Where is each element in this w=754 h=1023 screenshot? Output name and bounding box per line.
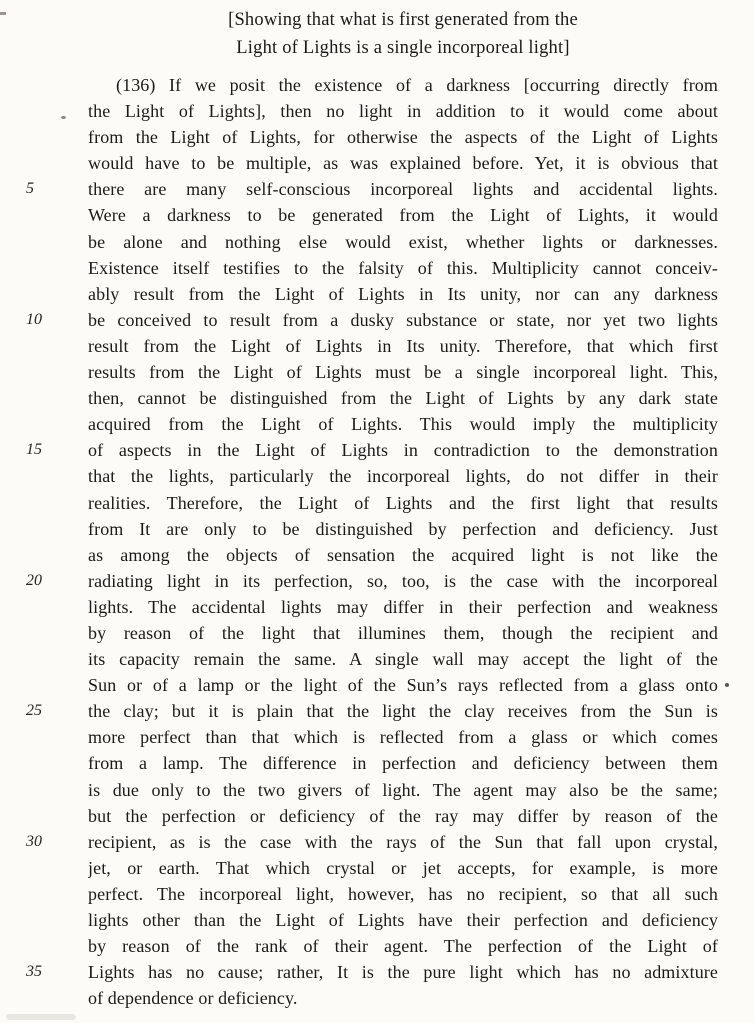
text-line-content: by reason of the rank of their agent. The perfection of the Light of bbox=[88, 936, 718, 957]
line-number: 30 bbox=[26, 832, 42, 850]
text-line bbox=[0, 98, 754, 124]
text-line bbox=[0, 307, 754, 333]
line-number bbox=[0, 803, 88, 829]
line-number: 25 bbox=[26, 702, 42, 720]
text-line bbox=[0, 829, 754, 855]
text-line bbox=[0, 959, 754, 985]
text-line bbox=[0, 490, 754, 516]
line-number bbox=[0, 281, 88, 307]
text-line bbox=[0, 176, 754, 202]
line-number: 5 bbox=[26, 180, 34, 198]
text-line bbox=[0, 907, 754, 933]
text-line bbox=[0, 881, 754, 907]
text-line bbox=[0, 385, 754, 411]
line-number: 15 bbox=[26, 441, 42, 459]
text-line-content: Sun or of a lamp or the light of the Sun’s rays reflected from a glass onto bbox=[88, 675, 718, 696]
text-line-content: from a lamp. The difference in perfection and deficiency between them bbox=[88, 753, 718, 774]
text-line-content: lights. The accidental lights may differ in their perfection and weakness bbox=[88, 596, 718, 617]
text-line bbox=[0, 568, 754, 594]
text-line bbox=[0, 646, 754, 672]
text-line-content: its capacity remain the same. A single wall may accept the light of the bbox=[88, 649, 718, 670]
text-line bbox=[0, 437, 754, 463]
line-number bbox=[0, 646, 88, 672]
line-number bbox=[0, 150, 88, 176]
text-line bbox=[0, 594, 754, 620]
text-line bbox=[0, 516, 754, 542]
text-line bbox=[0, 333, 754, 359]
line-number: 10 bbox=[26, 310, 42, 328]
text-line bbox=[0, 281, 754, 307]
line-number bbox=[0, 542, 88, 568]
text-line-content: acquired from the Light of Lights. This would imply the multiplicity bbox=[88, 414, 718, 435]
line-number bbox=[0, 516, 88, 542]
line-number bbox=[0, 594, 88, 620]
text-line-content: as among the objects of sensation the acquired light is not like the bbox=[88, 544, 718, 565]
text-line bbox=[0, 463, 754, 489]
line-number bbox=[0, 672, 88, 698]
line-number bbox=[0, 881, 88, 907]
text-line bbox=[0, 72, 754, 98]
text-line-content: realities. Therefore, the Light of Lights and the first light that results bbox=[88, 492, 718, 513]
line-number: 20 bbox=[26, 571, 42, 589]
text-line bbox=[0, 724, 754, 750]
text-line-content: ably result from the Light of Lights in Its unity, nor can any darkness bbox=[88, 283, 718, 304]
text-line bbox=[0, 255, 754, 281]
line-number bbox=[0, 933, 88, 959]
line-number bbox=[0, 750, 88, 776]
text-line-content: the clay; but it is plain that the light the clay receives from the Sun is bbox=[88, 701, 718, 722]
text-line-content: perfect. The incorporeal light, however, has no recipient, so that all such bbox=[88, 883, 718, 904]
text-line bbox=[0, 777, 754, 803]
text-line bbox=[0, 672, 754, 698]
text-line bbox=[0, 202, 754, 228]
scan-smudge bbox=[6, 1014, 76, 1020]
scan-speck bbox=[61, 116, 66, 119]
line-number bbox=[0, 385, 88, 411]
text-line-content: be alone and nothing else would exist, whether lights or darknesses. bbox=[88, 231, 718, 252]
line-number bbox=[0, 359, 88, 385]
text-line-content: of aspects in the Light of Lights in contradiction to the demonstration bbox=[88, 440, 718, 461]
text-line-content: of dependence or deficiency. bbox=[88, 988, 298, 1009]
text-line bbox=[0, 933, 754, 959]
text-line-content: would have to be multiple, as was explained before. Yet, it is obvious that bbox=[88, 153, 718, 174]
section-heading-line-2: Light of Lights is a single incorporeal light] bbox=[236, 38, 570, 58]
text-line-content: there are many self-conscious incorporeal lights and accidental lights. bbox=[88, 179, 718, 200]
text-line-content: from It are only to be distinguished by perfection and deficiency. Just bbox=[88, 518, 718, 539]
text-line-content: that the lights, particularly the incorporeal lights, do not differ in their bbox=[88, 466, 718, 487]
line-number bbox=[0, 724, 88, 750]
text-line-content: more perfect than that which is reflected from a glass or which comes bbox=[88, 727, 718, 748]
text-line bbox=[0, 985, 754, 1011]
line-number bbox=[0, 202, 88, 228]
text-line-content: be conceived to result from a dusky substance or state, nor yet two lights bbox=[88, 309, 718, 330]
text-line-content: lights other than the Light of Lights have their perfection and deficiency bbox=[88, 910, 718, 930]
section-heading bbox=[88, 6, 718, 62]
text-line bbox=[0, 229, 754, 255]
text-line-content: Existence itself testifies to the falsity of this. Multiplicity cannot conceiv- bbox=[88, 257, 718, 278]
text-line bbox=[0, 150, 754, 176]
text-line bbox=[0, 855, 754, 881]
text-line bbox=[0, 359, 754, 385]
line-number bbox=[0, 855, 88, 881]
text-line-content: the Light of Lights], then no light in addition to it would come about bbox=[88, 101, 718, 122]
line-number bbox=[0, 255, 88, 281]
text-line bbox=[0, 542, 754, 568]
text-line-content: Lights has no cause; rather, It is the pure light which has no admixture bbox=[88, 962, 718, 983]
text-line-content: results from the Light of Lights must be a single incorporeal light. This, bbox=[88, 362, 718, 383]
line-number: 35 bbox=[26, 963, 42, 981]
text-line-content: from the Light of Lights, for otherwise the aspects of the Light of Lights bbox=[88, 127, 718, 148]
text-line bbox=[0, 803, 754, 829]
text-line-content: (136) If we posit the existence of a darkness [occurring directly from bbox=[116, 75, 718, 95]
text-line bbox=[0, 698, 754, 724]
line-number bbox=[0, 463, 88, 489]
scan-speck bbox=[0, 12, 6, 15]
text-line-content: by reason of the light that illumines them, though the recipient and bbox=[88, 622, 718, 643]
line-number bbox=[0, 620, 88, 646]
line-number bbox=[0, 490, 88, 516]
line-number bbox=[0, 333, 88, 359]
section-heading-line-1: [Showing that what is first generated from the bbox=[228, 10, 578, 30]
line-number bbox=[0, 777, 88, 803]
text-line-content: recipient, as is the case with the rays of the Sun that fall upon crystal, bbox=[88, 831, 718, 852]
text-line bbox=[0, 411, 754, 437]
line-number bbox=[0, 985, 88, 1011]
line-number bbox=[0, 72, 88, 98]
text-line-content: but the perfection or deficiency of the ray may differ by reason of the bbox=[88, 805, 718, 826]
line-number bbox=[0, 124, 88, 150]
text-line-content: then, cannot be distinguished from the Light of Lights by any dark state bbox=[88, 388, 718, 409]
text-line-content: is due only to the two givers of light. The agent may also be the same; bbox=[88, 779, 718, 800]
text-line-content: Were a darkness to be generated from the Light of Lights, it would bbox=[88, 205, 718, 226]
text-line-content: result from the Light of Lights in Its unity. Therefore, that which first bbox=[88, 335, 718, 356]
scan-speck bbox=[725, 683, 729, 687]
text-line-content: jet, or earth. That which crystal or jet accepts, for example, is more bbox=[88, 857, 718, 878]
text-line bbox=[0, 124, 754, 150]
text-line bbox=[0, 620, 754, 646]
line-number bbox=[0, 229, 88, 255]
line-number bbox=[0, 411, 88, 437]
text-line bbox=[0, 750, 754, 776]
text-line-content: radiating light in its perfection, so, too, is the case with the incorporeal bbox=[88, 570, 718, 591]
paragraph-136 bbox=[0, 72, 754, 1011]
line-number bbox=[0, 907, 88, 933]
line-number bbox=[0, 98, 88, 124]
